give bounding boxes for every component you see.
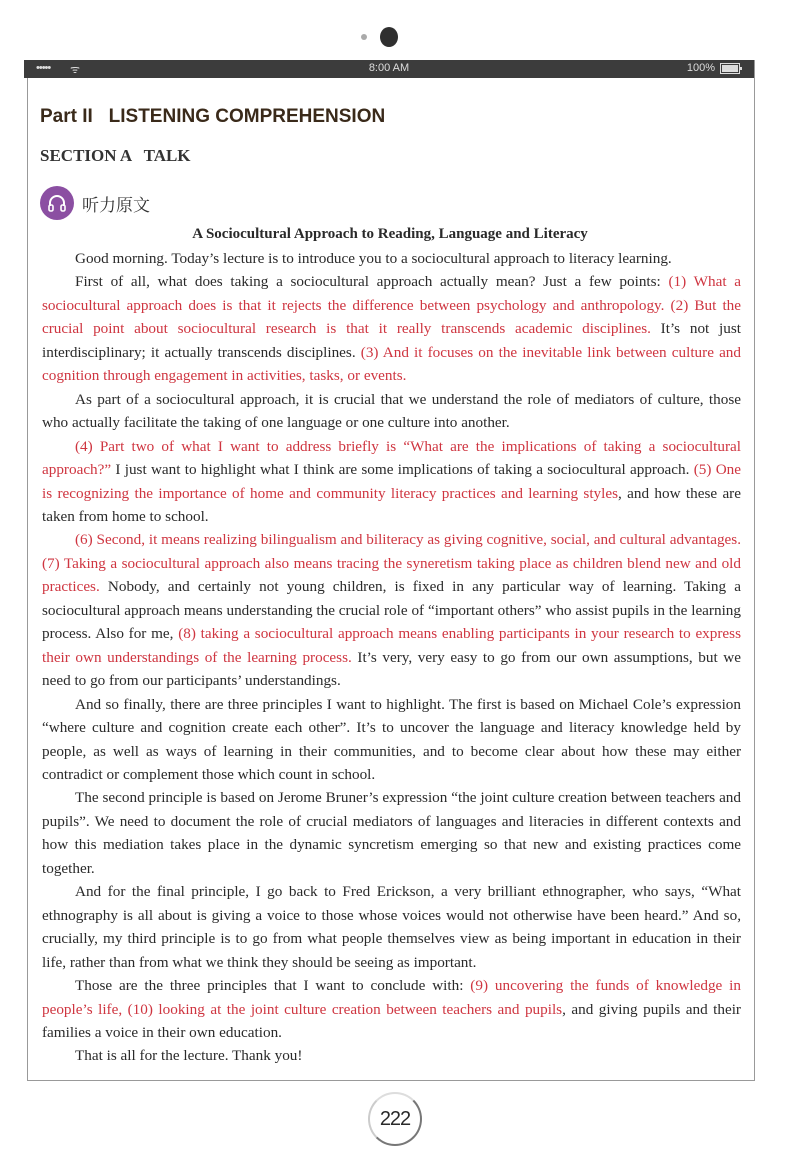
answer-highlight: (3) And it focuses on the inevitable link between culture and cognition through engagement in activities, tasks, or events. [42,343,741,385]
battery-percent: 100% [686,62,715,74]
answer-highlight: (8) taking a sociocultural approach means enabling participants in your research to express their own understandings of the learning process. [42,625,741,666]
listening-transcript-label [40,186,150,220]
transcript-text: , and how these are taken from home to school. [42,484,741,525]
transcript-text: I just want to highlight what I think are some implications of taking a sociocultural approach. [111,461,694,479]
sensor-dot [361,34,367,40]
transcript-paragraph [42,528,741,692]
transcript-text: First of all, what does taking a sociocultural approach actually mean? Just a few points: [75,273,669,291]
transcript-text: Those are the three principles that I want to conclude with: [75,977,471,995]
answer-highlight: (4) Part two of what I want to address briefly is “What are the implications of taking a sociocultural approach?” [42,437,741,479]
transcript-paragraph [42,247,741,270]
answer-highlight: (6) Second, it means realizing bilingualism and biliteracy as giving cognitive, social, and cultural advantages. (7) Taking a sociocultural approach also means tracing the syneretism taking place as children blend new and old practices. [42,531,741,596]
transcript-text: , and giving pupils and their families a voice in their own education. [42,1000,741,1041]
transcript-text: Good morning. Today’s lecture is to introduce you to a sociocultural approach to literacy learning. [75,250,672,267]
status-bar [24,60,754,78]
headphones-icon [40,186,74,220]
transcript-text: And for the final principle, I go back to Fred Erickson, a very brilliant ethnographer, who says, “What ethnography is all about is giving a voice to those whose voices would not otherwise have been heard.” And so, crucially, my third principle is to go from what people themselves view as being important in education in their life, rather than from what we think they should be seeing as important. [42,883,741,971]
transcript-text: As part of a sociocultural approach, it is crucial that we understand the role of mediators of culture, those who actually facilitate the taking of one language or one culture into another. [42,390,741,432]
transcript-paragraph [42,435,741,529]
transcript-paragraph [42,1044,741,1067]
transcript-text: It’s not just interdisciplinary; it actually transcends disciplines. [42,320,741,361]
status-time: 8:00 AM [368,62,410,74]
battery-icon [720,63,740,74]
transcript-text: The second principle is based on Jerome Bruner’s expression “the joint culture creation between teachers and pupils”. We need to document the role of crucial mediators of languages and literacies in different contexts and how this mediation takes place in the dynamic syncretism emerging so that new and existing practices come together. [42,789,741,877]
answer-highlight: (5) One is recognizing the importance of home and community literacy practices and learning styles [42,461,742,502]
transcript-body [42,247,741,1068]
part-heading: Part II LISTENING COMPREHENSION [40,106,386,127]
transcript-text: That is all for the lecture. Thank you! [75,1047,303,1065]
answer-highlight: (9) uncovering the funds of knowledge in people’s life, (10) looking at the joint culture creation between teachers and pupils [42,977,741,1018]
transcript-paragraph [42,974,741,1044]
signal-icon: ••••• [36,62,51,74]
transcript-paragraph [42,880,741,974]
transcript-paragraph [42,786,741,880]
answer-highlight: (1) What a sociocultural approach does is that it rejects the difference between psychology and anthropology. (2) But the crucial point about sociocultural research is that it really transcends academic disciplines. [42,273,741,338]
section-heading: SECTION A TALK [40,146,191,165]
listening-label: 听力原文 [82,195,150,216]
transcript-paragraph [42,270,741,387]
transcript-text: And so finally, there are three principles I want to highlight. The first is based on Michael Cole’s expression “where culture and cognition create each other”. It’s to uncover the language and literacy knowledge held by people, as well as ways of learning in their communities, and to become clear about how these may either contradict or complement those which count in school. [42,695,741,783]
camera-icon [380,27,398,47]
transcript-paragraph [42,693,741,787]
page-number: 222 [368,1092,422,1146]
transcript-text: Nobody, and certainly not young children, is fixed in any particular way of learning. Taking a sociocultural approach means understanding the crucial role of “important others” who assist pupils in the learning process. Also for me, [42,578,741,643]
transcript-text: It’s very, very easy to go from our own assumptions, but we need to go from our participants’ understandings. [42,648,741,690]
transcript-paragraph [42,388,741,435]
wifi-icon: ᯤ [70,64,80,76]
article-title: A Sociocultural Approach to Reading, Language and Literacy [192,226,588,242]
